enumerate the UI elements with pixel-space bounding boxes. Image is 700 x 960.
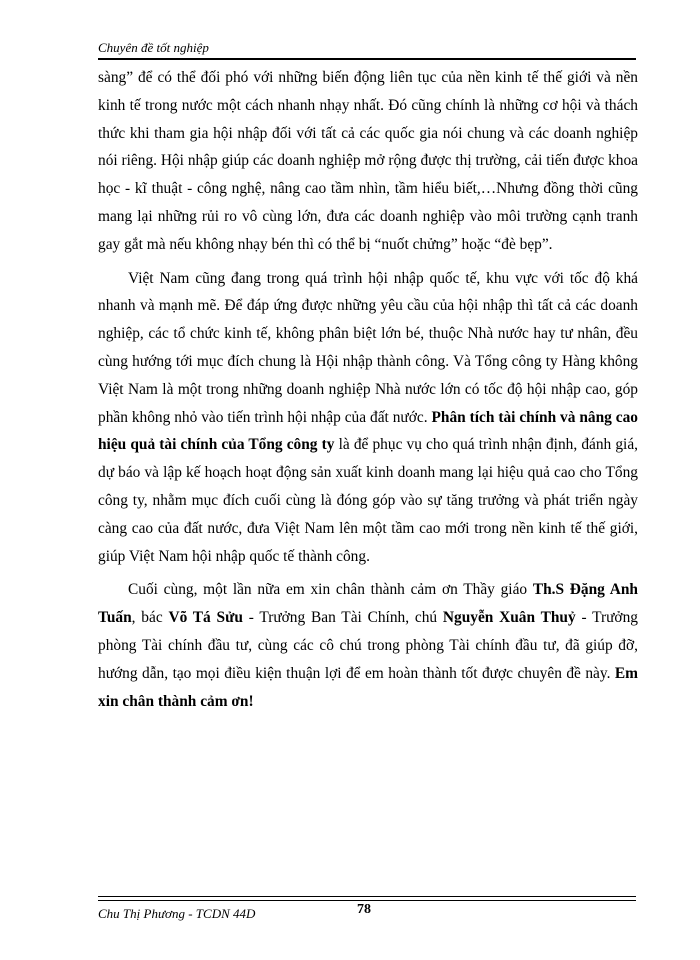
paragraph-3-text-c: - Trưởng Ban Tài Chính, chú	[248, 609, 438, 627]
header-rule	[98, 58, 636, 60]
paragraph-3	[98, 576, 638, 715]
document-body	[98, 64, 638, 715]
paragraph-1: sàng” để có thể đối phó với những biến động liên tục của nền kinh tế thế giới và nền kinh tế trong nước một cách nhanh nhạy nhất. Đó cũng chính là những cơ hội và thách thức khi tham gia hội nhập đối với tất cả các quốc gia nói chung và các doanh nghiệp nói riêng. Hội nhập giúp các doanh nghiệp mở rộng được thị trường, cải tiến được khoa học - kĩ thuật - công nghệ, nâng cao tầm nhìn, tầm hiểu biết,…Nhưng đồng thời cũng mang lại những rủi ro vô cùng lớn, đưa các doanh nghiệp vào môi trường cạnh tranh gay gắt mà nếu không nhạy bén thì có thể bị “nuốt chửng” hoặc “đè bẹp”.	[98, 69, 638, 253]
page-number: 78	[357, 902, 371, 917]
footer-rule-bottom	[98, 900, 636, 901]
footer-author: Chu Thị Phương - TCDN 44D	[98, 906, 256, 921]
footer-rule-top	[98, 896, 636, 897]
paragraph-3-text-b: , bác	[131, 609, 163, 627]
paragraph-2-bold-topic: Phân tích tài chính và nâng cao hiệu quả tài chính của Tổng công ty	[98, 408, 638, 454]
paragraph-2-text-a: Việt Nam cũng đang trong quá trình hội nhập quốc tế, khu vực với tốc độ khá nhanh và mạnh mẽ. Để đáp ứng được những yêu cầu của hội nhập thì tất cả các doanh nghiệp, các tổ chức kinh tế, không phân biệt lớn bé, thuộc Nhà nước hay tư nhân, đều cùng hướng tới mục đích chung là Hội nhập thành công. Và Tổng công ty Hàng không Việt Nam là một trong những doanh nghiệp Nhà nước lớn có tốc độ hội nhập cao, góp phần không nhỏ vào tiến trình hội nhập của đất nước.	[98, 269, 638, 426]
paragraph-2	[98, 265, 638, 571]
paragraph-3-text-a: Cuối cùng, một lần nữa em xin chân thành cảm ơn Thầy giáo	[128, 581, 528, 599]
header-title: Chuyên đề tốt nghiệp	[98, 40, 209, 55]
finance-head-name: Võ Tá Sửu	[168, 609, 243, 627]
paragraph-3-text-d: - Trưởng phòng Tài chính đầu tư, cùng các cô chú trong phòng Tài chính đầu tư, đã giúp đỡ, hướng dẫn, tạo mọi điều kiện thuận lợi để em hoàn thành tốt được chuyên đề này.	[98, 609, 638, 682]
paragraph-2-text-b: là để phục vụ cho quá trình nhận định, đánh giá, dự báo và lập kế hoạch hoạt động sản xuất kinh doanh mang lại hiệu quả cao cho Tổng công ty, nhằm mục đích cuối cùng là đóng góp vào sự tăng trưởng và phát triển ngày càng cao của đất nước, đưa Việt Nam lên một tầm cao mới trong nền kinh tế thế giới, giúp Việt Nam hội nhập quốc tế thành công.	[98, 436, 639, 565]
advisor-name: Th.S Đặng Anh Tuấn	[98, 581, 638, 627]
closing-thanks: Em xin chân thành cảm ơn!	[98, 664, 638, 710]
investment-head-name: Nguyễn Xuân Thuỷ	[442, 609, 576, 627]
